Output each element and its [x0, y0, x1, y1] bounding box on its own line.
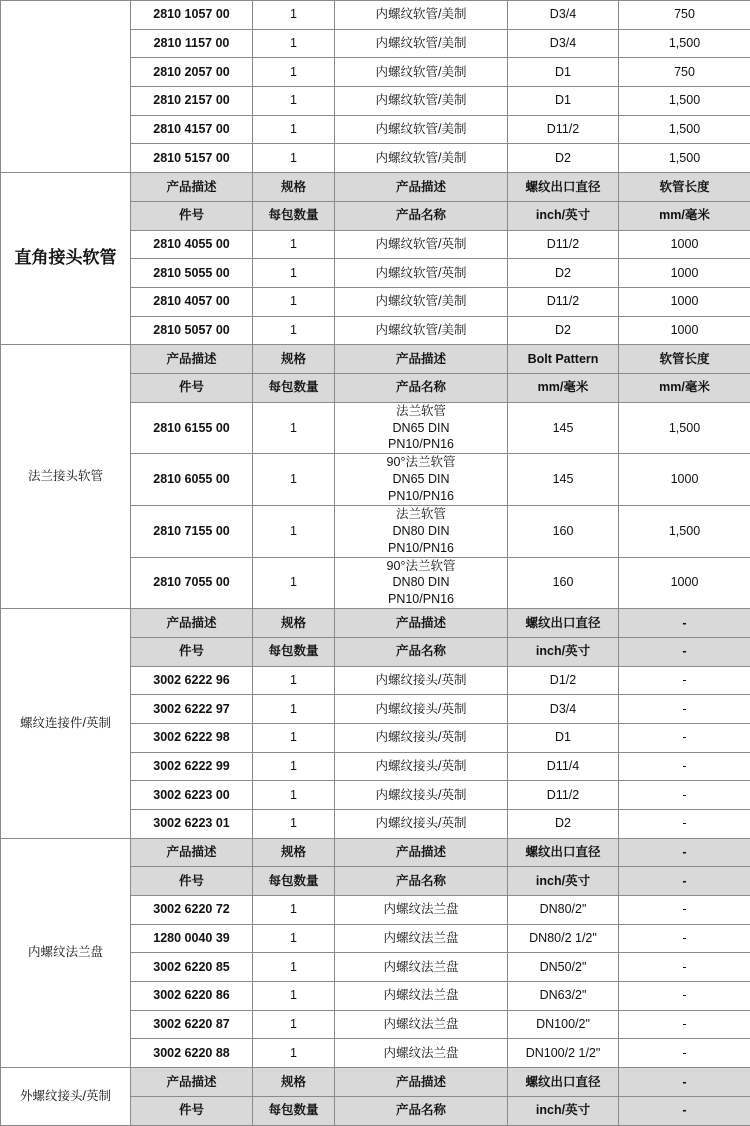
column-header: 螺纹出口直径: [508, 1068, 619, 1097]
part-number-cell: 3002 6220 72: [131, 896, 253, 925]
spec-cell: DN63/2": [508, 982, 619, 1011]
column-header: 产品描述: [335, 173, 508, 202]
column-header: inch/英寸: [508, 867, 619, 896]
part-number-cell: 2810 1157 00: [131, 29, 253, 58]
part-number-cell: 2810 6055 00: [131, 454, 253, 506]
quantity-cell: 1: [253, 316, 335, 345]
part-number-cell: 2810 5057 00: [131, 316, 253, 345]
part-number-cell: 2810 7055 00: [131, 557, 253, 609]
part-number-cell: 3002 6222 99: [131, 752, 253, 781]
column-header: 件号: [131, 637, 253, 666]
part-number-cell: 3002 6222 98: [131, 723, 253, 752]
part-number-cell: 3002 6220 87: [131, 1010, 253, 1039]
part-number-cell: 3002 6220 85: [131, 953, 253, 982]
quantity-cell: 1: [253, 752, 335, 781]
group-label: 螺纹连接件/英制: [1, 609, 131, 839]
length-cell: 1,500: [619, 505, 750, 557]
length-cell: -: [619, 666, 750, 695]
column-header: 每包数量: [253, 1096, 335, 1125]
column-header: 产品名称: [335, 373, 508, 402]
length-cell: -: [619, 896, 750, 925]
product-name-cell: 法兰软管 DN65 DIN PN10/PN16: [335, 402, 508, 454]
length-cell: 1,500: [619, 402, 750, 454]
quantity-cell: 1: [253, 1, 335, 30]
product-name-cell: 内螺纹软管/美制: [335, 58, 508, 87]
spec-cell: D1: [508, 87, 619, 116]
column-header: 螺纹出口直径: [508, 838, 619, 867]
column-header: 规格: [253, 838, 335, 867]
column-header: 螺纹出口直径: [508, 173, 619, 202]
product-name-cell: 内螺纹法兰盘: [335, 982, 508, 1011]
spec-cell: D11/2: [508, 115, 619, 144]
column-header: 产品描述: [335, 838, 508, 867]
quantity-cell: 1: [253, 953, 335, 982]
column-header: -: [619, 637, 750, 666]
product-name-cell: 内螺纹法兰盘: [335, 953, 508, 982]
quantity-cell: 1: [253, 666, 335, 695]
column-header: mm/毫米: [619, 373, 750, 402]
header-row: [1, 1068, 750, 1097]
catalog-body: [1, 1, 750, 1126]
column-header: -: [619, 609, 750, 638]
column-header: 规格: [253, 173, 335, 202]
quantity-cell: 1: [253, 87, 335, 116]
part-number-cell: 2810 5157 00: [131, 144, 253, 173]
column-header: inch/英寸: [508, 1096, 619, 1125]
spec-cell: D2: [508, 316, 619, 345]
header-row: [1, 609, 750, 638]
product-name-cell: 内螺纹接头/英制: [335, 781, 508, 810]
length-cell: 1000: [619, 259, 750, 288]
column-header: 规格: [253, 345, 335, 374]
spec-cell: D3/4: [508, 29, 619, 58]
spec-cell: DN100/2 1/2": [508, 1039, 619, 1068]
product-name-cell: 90°法兰软管 DN80 DIN PN10/PN16: [335, 557, 508, 609]
column-header: 产品描述: [131, 173, 253, 202]
spec-cell: D1: [508, 723, 619, 752]
column-header: -: [619, 1068, 750, 1097]
quantity-cell: 1: [253, 144, 335, 173]
length-cell: -: [619, 809, 750, 838]
quantity-cell: 1: [253, 287, 335, 316]
column-header: 产品名称: [335, 1096, 508, 1125]
column-header: inch/英寸: [508, 201, 619, 230]
quantity-cell: 1: [253, 1010, 335, 1039]
part-number-cell: 2810 4157 00: [131, 115, 253, 144]
part-number-cell: 3002 6223 00: [131, 781, 253, 810]
column-header: -: [619, 838, 750, 867]
spec-cell: 145: [508, 402, 619, 454]
group-label: 外螺纹接头/英制: [1, 1068, 131, 1125]
spec-cell: DN50/2": [508, 953, 619, 982]
column-header: 产品描述: [131, 609, 253, 638]
product-name-cell: 内螺纹接头/英制: [335, 695, 508, 724]
product-name-cell: 内螺纹软管/美制: [335, 287, 508, 316]
group-label: 法兰接头软管: [1, 345, 131, 609]
part-number-cell: 2810 4057 00: [131, 287, 253, 316]
part-number-cell: 3002 6220 88: [131, 1039, 253, 1068]
part-number-cell: 3002 6222 96: [131, 666, 253, 695]
quantity-cell: 1: [253, 723, 335, 752]
column-header: 产品名称: [335, 637, 508, 666]
column-header: 件号: [131, 201, 253, 230]
part-number-cell: 3002 6220 86: [131, 982, 253, 1011]
spec-cell: 145: [508, 454, 619, 506]
product-name-cell: 内螺纹接头/英制: [335, 809, 508, 838]
part-number-cell: 2810 4055 00: [131, 230, 253, 259]
column-header: -: [619, 867, 750, 896]
length-cell: -: [619, 953, 750, 982]
spec-cell: D11/2: [508, 230, 619, 259]
product-name-cell: 内螺纹法兰盘: [335, 896, 508, 925]
column-header: 产品描述: [335, 609, 508, 638]
length-cell: 1,500: [619, 144, 750, 173]
quantity-cell: 1: [253, 402, 335, 454]
length-cell: -: [619, 723, 750, 752]
spec-cell: DN100/2": [508, 1010, 619, 1039]
length-cell: 1000: [619, 557, 750, 609]
column-header: 每包数量: [253, 201, 335, 230]
column-header: inch/英寸: [508, 637, 619, 666]
header-row: [1, 345, 750, 374]
group-label: 直角接头软管: [1, 173, 131, 345]
quantity-cell: 1: [253, 781, 335, 810]
quantity-cell: 1: [253, 29, 335, 58]
part-number-cell: 3002 6222 97: [131, 695, 253, 724]
column-header: 件号: [131, 867, 253, 896]
length-cell: 1000: [619, 316, 750, 345]
length-cell: -: [619, 1010, 750, 1039]
spec-cell: D11/2: [508, 287, 619, 316]
length-cell: -: [619, 982, 750, 1011]
product-name-cell: 内螺纹软管/英制: [335, 259, 508, 288]
column-header: 产品名称: [335, 867, 508, 896]
table-row: [1, 1, 750, 30]
column-header: 件号: [131, 1096, 253, 1125]
part-number-cell: 2810 2057 00: [131, 58, 253, 87]
product-name-cell: 内螺纹法兰盘: [335, 1010, 508, 1039]
length-cell: -: [619, 1039, 750, 1068]
header-row: [1, 173, 750, 202]
length-cell: -: [619, 781, 750, 810]
column-header: 产品名称: [335, 201, 508, 230]
column-header: 产品描述: [335, 1068, 508, 1097]
product-name-cell: 内螺纹接头/英制: [335, 666, 508, 695]
part-number-cell: 2810 5055 00: [131, 259, 253, 288]
length-cell: 1,500: [619, 29, 750, 58]
spec-cell: D1/2: [508, 666, 619, 695]
product-name-cell: 法兰软管 DN80 DIN PN10/PN16: [335, 505, 508, 557]
spec-cell: D3/4: [508, 1, 619, 30]
column-header: 产品描述: [131, 345, 253, 374]
length-cell: 1000: [619, 454, 750, 506]
group-label: [1, 1, 131, 173]
length-cell: 750: [619, 1, 750, 30]
quantity-cell: 1: [253, 896, 335, 925]
product-name-cell: 内螺纹法兰盘: [335, 924, 508, 953]
quantity-cell: 1: [253, 115, 335, 144]
quantity-cell: 1: [253, 230, 335, 259]
spec-cell: DN80/2": [508, 896, 619, 925]
column-header: 产品描述: [335, 345, 508, 374]
column-header: 件号: [131, 373, 253, 402]
quantity-cell: 1: [253, 454, 335, 506]
quantity-cell: 1: [253, 924, 335, 953]
length-cell: 1,500: [619, 87, 750, 116]
column-header: 产品描述: [131, 838, 253, 867]
length-cell: 1,500: [619, 115, 750, 144]
product-name-cell: 内螺纹软管/英制: [335, 230, 508, 259]
header-row: [1, 838, 750, 867]
column-header: 螺纹出口直径: [508, 609, 619, 638]
column-header: 规格: [253, 609, 335, 638]
product-name-cell: 内螺纹法兰盘: [335, 1039, 508, 1068]
length-cell: -: [619, 695, 750, 724]
spec-cell: D3/4: [508, 695, 619, 724]
spec-cell: 160: [508, 505, 619, 557]
part-number-cell: 2810 7155 00: [131, 505, 253, 557]
product-name-cell: 内螺纹软管/美制: [335, 1, 508, 30]
part-number-cell: 1280 0040 39: [131, 924, 253, 953]
spec-cell: D2: [508, 144, 619, 173]
column-header: 每包数量: [253, 867, 335, 896]
quantity-cell: 1: [253, 1039, 335, 1068]
quantity-cell: 1: [253, 58, 335, 87]
spec-cell: DN80/2 1/2": [508, 924, 619, 953]
length-cell: -: [619, 924, 750, 953]
part-number-cell: 2810 2157 00: [131, 87, 253, 116]
length-cell: 1000: [619, 287, 750, 316]
length-cell: -: [619, 752, 750, 781]
part-number-cell: 3002 6223 01: [131, 809, 253, 838]
spec-cell: D2: [508, 259, 619, 288]
length-cell: 1000: [619, 230, 750, 259]
spec-cell: 160: [508, 557, 619, 609]
spec-cell: D1: [508, 58, 619, 87]
column-header: 每包数量: [253, 637, 335, 666]
column-header: 每包数量: [253, 373, 335, 402]
product-name-cell: 内螺纹软管/美制: [335, 29, 508, 58]
group-label: 内螺纹法兰盘: [1, 838, 131, 1068]
product-name-cell: 内螺纹软管/美制: [335, 316, 508, 345]
part-number-cell: 2810 1057 00: [131, 1, 253, 30]
column-header: mm/毫米: [508, 373, 619, 402]
product-name-cell: 内螺纹接头/英制: [335, 752, 508, 781]
quantity-cell: 1: [253, 259, 335, 288]
quantity-cell: 1: [253, 505, 335, 557]
column-header: Bolt Pattern: [508, 345, 619, 374]
column-header: 软管长度: [619, 173, 750, 202]
quantity-cell: 1: [253, 695, 335, 724]
length-cell: 750: [619, 58, 750, 87]
column-header: 产品描述: [131, 1068, 253, 1097]
product-name-cell: 内螺纹接头/英制: [335, 723, 508, 752]
column-header: -: [619, 1096, 750, 1125]
part-number-cell: 2810 6155 00: [131, 402, 253, 454]
product-name-cell: 内螺纹软管/美制: [335, 115, 508, 144]
product-name-cell: 内螺纹软管/美制: [335, 144, 508, 173]
column-header: 软管长度: [619, 345, 750, 374]
spec-cell: D2: [508, 809, 619, 838]
column-header: 规格: [253, 1068, 335, 1097]
product-name-cell: 内螺纹软管/美制: [335, 87, 508, 116]
quantity-cell: 1: [253, 809, 335, 838]
quantity-cell: 1: [253, 982, 335, 1011]
spec-cell: D11/4: [508, 752, 619, 781]
product-name-cell: 90°法兰软管 DN65 DIN PN10/PN16: [335, 454, 508, 506]
column-header: mm/毫米: [619, 201, 750, 230]
spec-cell: D11/2: [508, 781, 619, 810]
quantity-cell: 1: [253, 557, 335, 609]
